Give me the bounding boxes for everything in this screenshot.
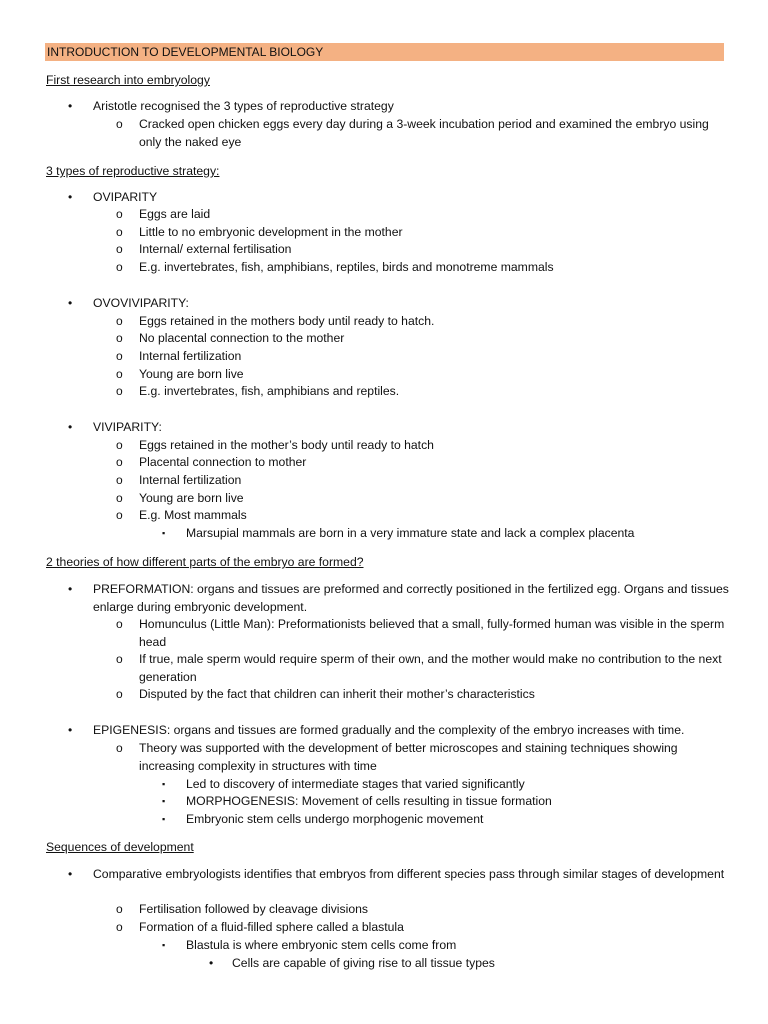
bullet-marker: ▪ [162, 940, 166, 950]
bullet-marker: ▪ [162, 528, 166, 538]
list-item: Internal fertilization [139, 349, 242, 363]
list-item: Cracked open chicken eggs every day during a 3-week incubation period and examined the embryo using only the naked eye [139, 117, 709, 149]
list-item: Aristotle recognised the 3 types of reproductive strategy [93, 99, 394, 113]
list-item: Internal/ external fertilisation [139, 242, 292, 256]
bullet-marker: o [116, 331, 123, 345]
bullet-marker: o [116, 920, 123, 934]
bullet-marker: o [116, 473, 123, 487]
list-item: Homunculus (Little Man): Preformationists believed that a small, fully-formed human was visible in the sperm head [139, 617, 725, 649]
bullet-marker: • [68, 296, 73, 310]
list-item: Disputed by the fact that children can inherit their mother’s characteristics [139, 687, 535, 701]
bullet-marker: o [116, 367, 123, 381]
list-item: Eggs retained in the mother’s body until ready to hatch [139, 438, 434, 452]
list-item: If true, male sperm would require sperm of their own, and the mother would make no contribution to the next generation [139, 652, 722, 684]
document-title: INTRODUCTION TO DEVELOPMENTAL BIOLOGY [45, 43, 724, 61]
bullet-marker: o [116, 902, 123, 916]
list-item: Internal fertilization [139, 473, 242, 487]
bullet-marker: o [116, 117, 123, 131]
list-item: Marsupial mammals are born in a very immature state and lack a complex placenta [186, 526, 635, 540]
list-item: Eggs retained in the mothers body until ready to hatch. [139, 314, 435, 328]
bullet-marker: o [116, 438, 123, 452]
bullet-marker: o [116, 225, 123, 239]
list-item: Blastula is where embryonic stem cells come from [186, 938, 457, 952]
list-item: E.g. Most mammals [139, 508, 247, 522]
list-item: E.g. invertebrates, fish, amphibians, reptiles, birds and monotreme mammals [139, 260, 554, 274]
bullet-marker: o [116, 314, 123, 328]
bullet-marker: o [116, 687, 123, 701]
section-heading: 3 types of reproductive strategy: [46, 164, 220, 178]
bullet-marker: o [116, 741, 123, 755]
bullet-marker: • [68, 190, 73, 204]
bullet-marker: o [116, 242, 123, 256]
list-item: Young are born live [139, 491, 244, 505]
list-item: VIVIPARITY: [93, 420, 162, 434]
bullet-marker: o [116, 455, 123, 469]
list-item: Theory was supported with the development of better microscopes and staining techniques showing increasing complexity in structures with time [139, 741, 678, 773]
bullet-marker: o [116, 508, 123, 522]
bullet-marker: o [116, 207, 123, 221]
list-item: Cells are capable of giving rise to all tissue types [232, 956, 495, 970]
bullet-marker: • [68, 867, 73, 881]
list-item: Embryonic stem cells undergo morphogenic movement [186, 812, 484, 826]
list-item: Eggs are laid [139, 207, 211, 221]
bullet-marker: o [116, 491, 123, 505]
list-item: OVOVIVIPARITY: [93, 296, 189, 310]
section-heading: 2 theories of how different parts of the embryo are formed? [46, 555, 364, 569]
list-item: MORPHOGENESIS: Movement of cells resulting in tissue formation [186, 794, 552, 808]
bullet-marker: ▪ [162, 814, 166, 824]
bullet-marker: ▪ [162, 779, 166, 789]
bullet-marker: o [116, 384, 123, 398]
list-item: Comparative embryologists identifies that embryos from different species pass through similar stages of development [93, 867, 725, 881]
list-item: Little to no embryonic development in the mother [139, 225, 403, 239]
section-heading: Sequences of development [46, 840, 194, 854]
list-item: Formation of a fluid-filled sphere called a blastula [139, 920, 404, 934]
bullet-marker: • [68, 582, 73, 596]
list-item: PREFORMATION: organs and tissues are preformed and correctly positioned in the fertilized egg. Organs and tissues enlarge during embryonic development. [93, 582, 729, 614]
list-item: Young are born live [139, 367, 244, 381]
bullet-marker: o [116, 617, 123, 631]
list-item: No placental connection to the mother [139, 331, 345, 345]
list-item: Fertilisation followed by cleavage divisions [139, 902, 368, 916]
list-item: OVIPARITY [93, 190, 158, 204]
list-item: EPIGENESIS: organs and tissues are formed gradually and the complexity of the embryo increases with time. [93, 723, 685, 737]
bullet-marker: o [116, 349, 123, 363]
list-item: E.g. invertebrates, fish, amphibians and reptiles. [139, 384, 400, 398]
bullet-marker: • [68, 723, 73, 737]
bullet-marker: • [209, 956, 214, 970]
list-item: Led to discovery of intermediate stages that varied significantly [186, 777, 525, 791]
bullet-marker: o [116, 652, 123, 666]
bullet-marker: o [116, 260, 123, 274]
list-item: Placental connection to mother [139, 455, 307, 469]
bullet-marker: • [68, 420, 73, 434]
bullet-marker: • [68, 99, 73, 113]
section-heading: First research into embryology [46, 73, 210, 87]
bullet-marker: ▪ [162, 796, 166, 806]
